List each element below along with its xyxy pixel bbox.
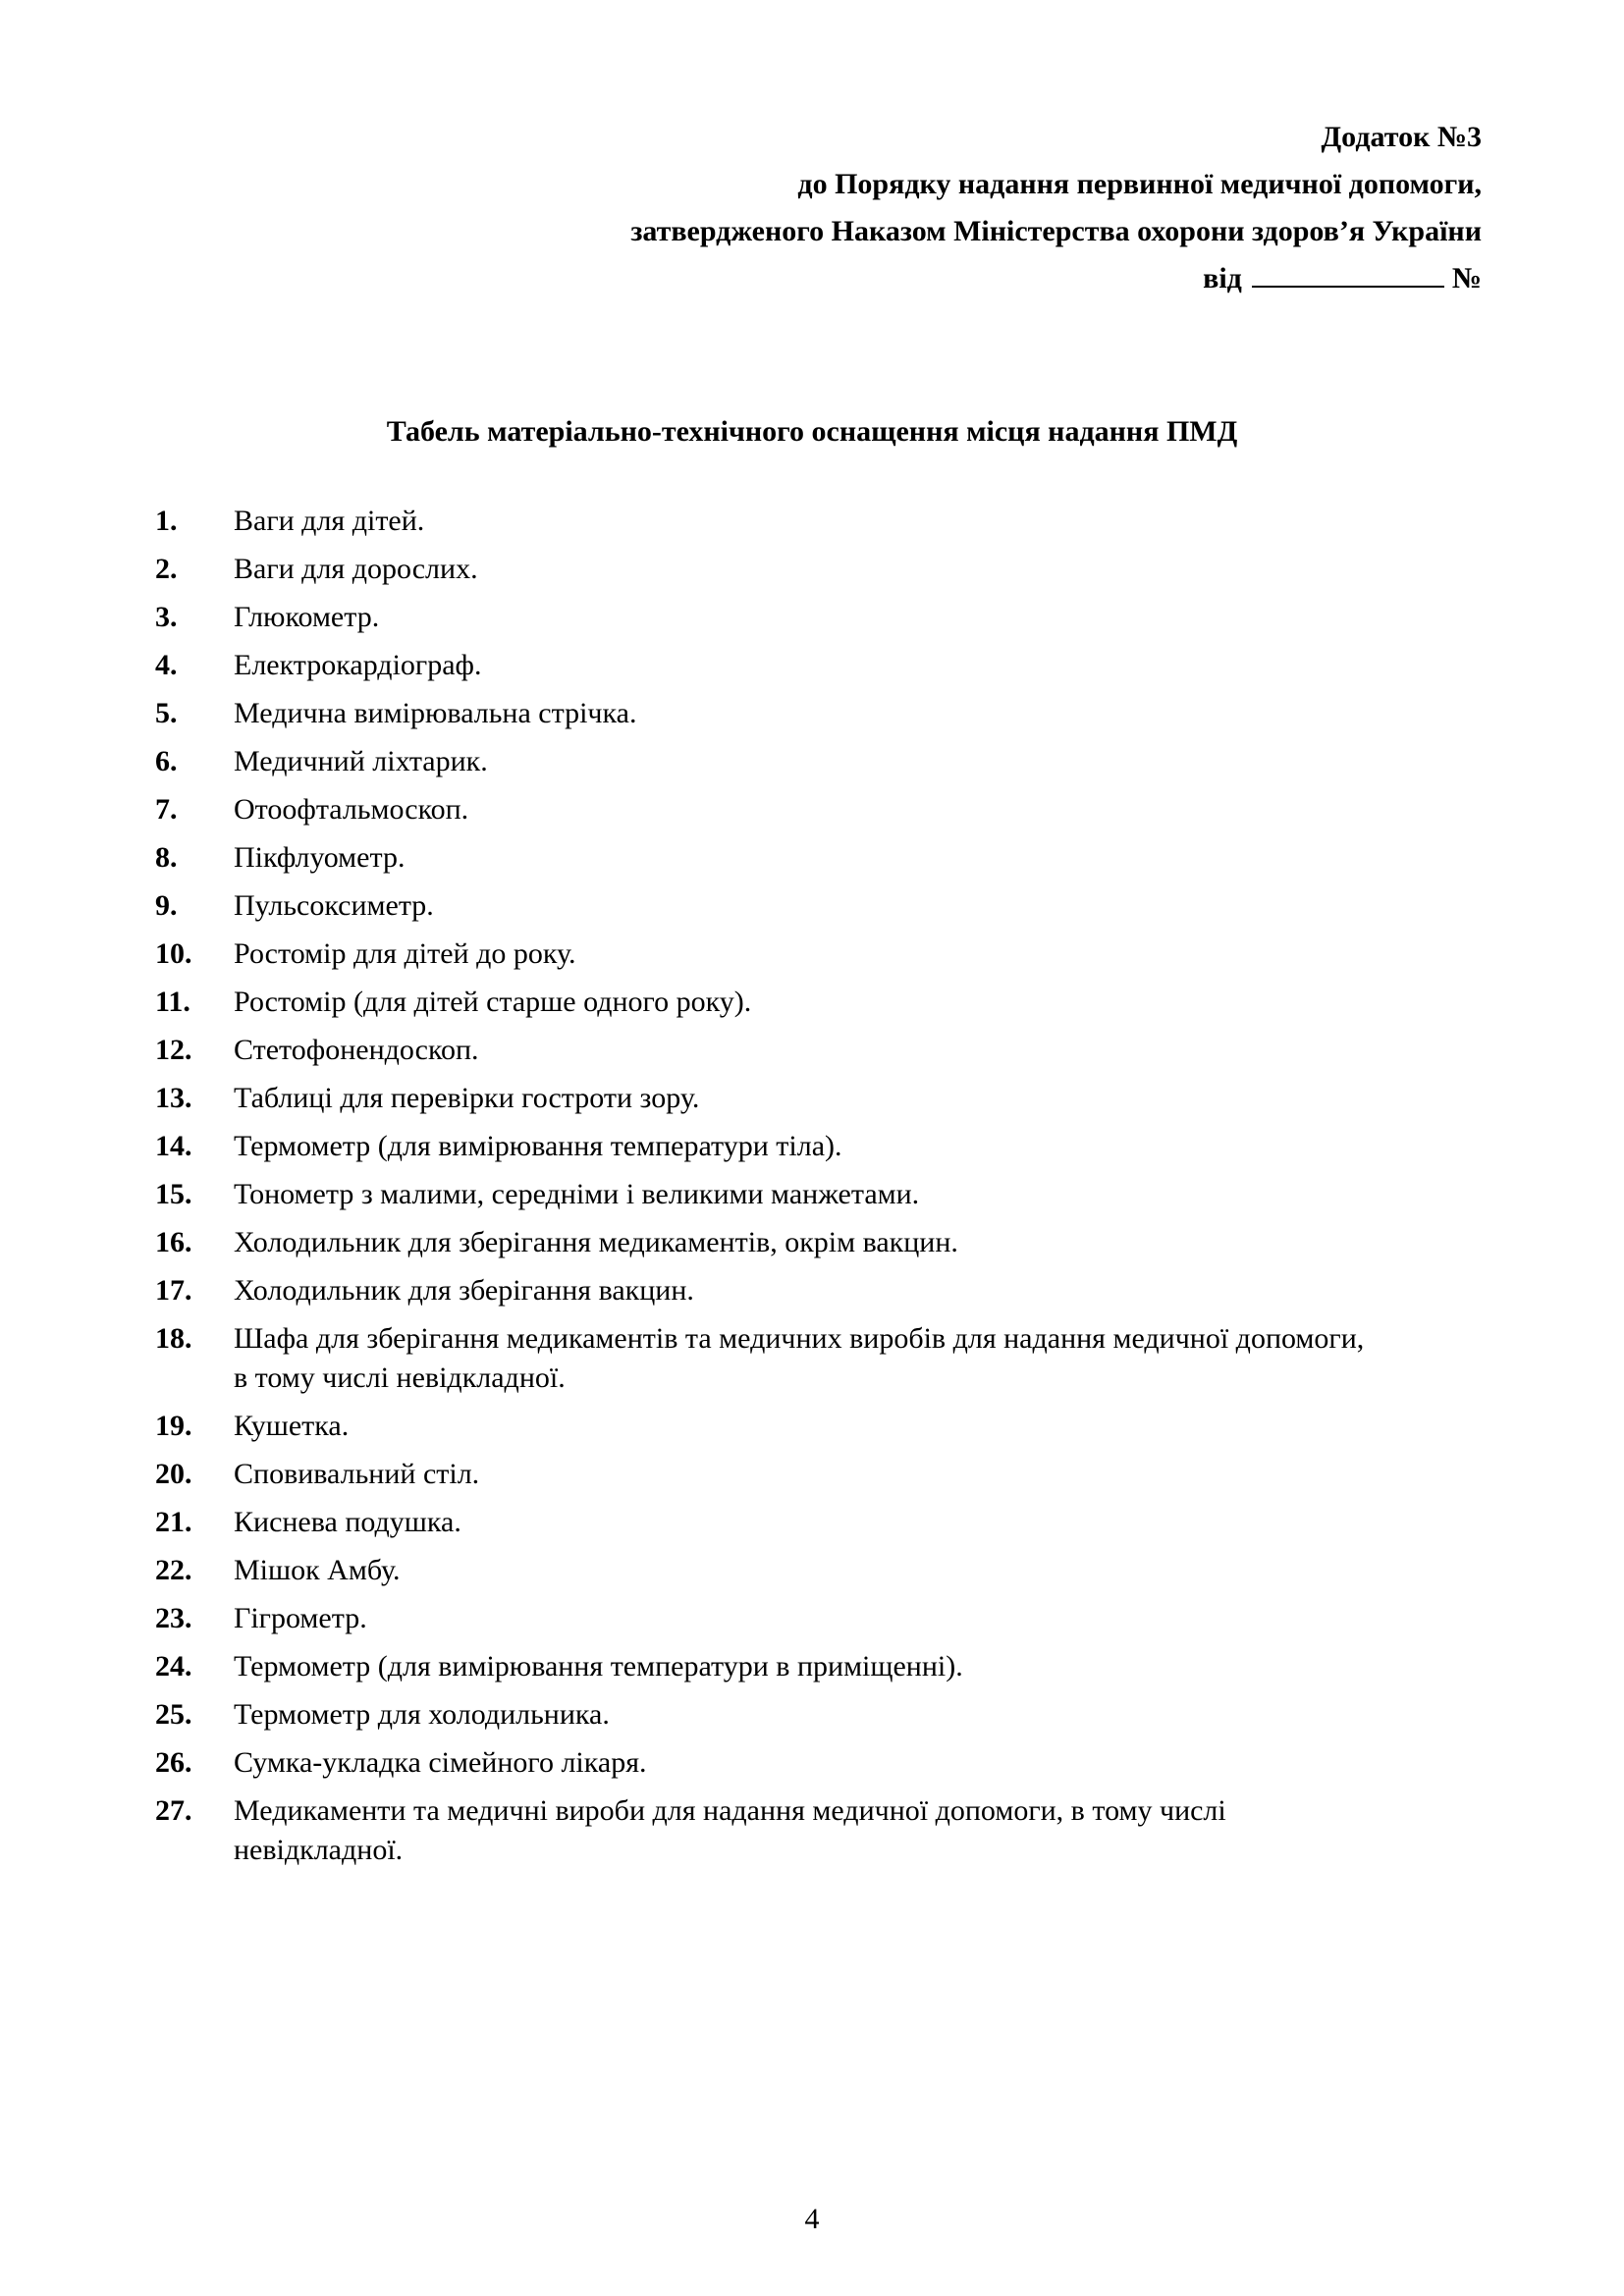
- item-number: 13.: [155, 1082, 192, 1114]
- item-number: 14.: [155, 1130, 192, 1162]
- list-item: [155, 1271, 1373, 1310]
- item-text: Термометр (для вимірювання температури в приміщенні).: [234, 1650, 963, 1682]
- item-number: 20.: [155, 1458, 192, 1490]
- item-text: Термометр (для вимірювання температури тіла).: [234, 1130, 842, 1162]
- item-text: Отоофтальмоскоп.: [234, 793, 469, 826]
- list-item: [155, 934, 1373, 974]
- item-text: Термометр для холодильника.: [234, 1698, 610, 1731]
- item-number: 9.: [155, 889, 178, 922]
- item-number: 5.: [155, 697, 178, 729]
- item-text: Сповивальний стіл.: [234, 1458, 480, 1490]
- item-number: 8.: [155, 841, 178, 874]
- item-text: Стетофонендоскоп.: [234, 1034, 479, 1066]
- list-item: [155, 790, 1373, 829]
- item-text: Киснева подушка.: [234, 1506, 461, 1538]
- item-text: Ваги для дітей.: [234, 505, 425, 537]
- item-text: Сумка-укладка сімейного лікаря.: [234, 1746, 647, 1779]
- item-text: Холодильник для зберігання вакцин.: [234, 1274, 694, 1307]
- item-text: Медикаменти та медичні вироби для надання медичної допомоги, в тому числі невідкладної.: [234, 1794, 1226, 1866]
- appendix-reference: до Порядку надання первинної медичної допомоги,: [797, 168, 1482, 200]
- item-number: 21.: [155, 1506, 192, 1538]
- date-number-line: [630, 255, 1482, 302]
- item-number: 10.: [155, 937, 192, 970]
- number-sign: №: [1451, 262, 1482, 294]
- list-item: [155, 1551, 1373, 1590]
- item-number: 3.: [155, 601, 178, 633]
- item-text: Таблиці для перевірки гостроти зору.: [234, 1082, 700, 1114]
- item-number: 2.: [155, 553, 178, 585]
- item-text: Глюкометр.: [234, 601, 380, 633]
- item-number: 16.: [155, 1226, 192, 1258]
- list-item: [155, 983, 1373, 1022]
- list-item: [155, 1223, 1373, 1262]
- item-text: Шафа для зберігання медикаментів та медичних виробів для надання медичної допомоги, в тому числі невідкладної.: [234, 1322, 1365, 1394]
- list-item: [155, 1319, 1373, 1398]
- list-item: [155, 1175, 1373, 1214]
- item-text: Пікфлуометр.: [234, 841, 406, 874]
- date-prefix: від: [1203, 262, 1242, 294]
- item-number: 6.: [155, 745, 178, 777]
- list-item: [155, 694, 1373, 733]
- list-item: [155, 1407, 1373, 1446]
- item-text: Пульсоксиметр.: [234, 889, 434, 922]
- item-text: Мішок Амбу.: [234, 1554, 401, 1586]
- item-text: Тонометр з малими, середніми і великими манжетами.: [234, 1178, 920, 1210]
- item-text: Ростомір (для дітей старше одного року).: [234, 986, 752, 1018]
- item-number: 25.: [155, 1698, 192, 1731]
- list-item: [155, 1647, 1373, 1686]
- item-number: 7.: [155, 793, 178, 826]
- item-number: 15.: [155, 1178, 192, 1210]
- list-item: [155, 1791, 1373, 1870]
- list-item: [155, 1503, 1373, 1542]
- item-number: 26.: [155, 1746, 192, 1779]
- list-item: [155, 502, 1373, 541]
- list-item: [155, 550, 1373, 589]
- item-number: 17.: [155, 1274, 192, 1307]
- list-item: [155, 1031, 1373, 1070]
- item-text: Кушетка.: [234, 1410, 350, 1442]
- item-number: 19.: [155, 1410, 192, 1442]
- list-item: [155, 598, 1373, 637]
- item-number: 27.: [155, 1794, 192, 1827]
- list-item: [155, 1599, 1373, 1638]
- list-item: [155, 886, 1373, 926]
- item-number: 23.: [155, 1602, 192, 1634]
- item-text: Гігрометр.: [234, 1602, 367, 1634]
- appendix-label: Додаток №3: [1321, 121, 1482, 153]
- document-header: [630, 114, 1482, 302]
- page-number: 4: [804, 2203, 820, 2235]
- document-title: Табель матеріально-технічного оснащення місця надання ПМД: [386, 415, 1238, 448]
- list-item: [155, 1743, 1373, 1783]
- item-text: Медичний ліхтарик.: [234, 745, 488, 777]
- item-number: 12.: [155, 1034, 192, 1066]
- item-number: 11.: [155, 986, 190, 1018]
- item-text: Медична вимірювальна стрічка.: [234, 697, 637, 729]
- list-item: [155, 838, 1373, 878]
- list-item: [155, 1079, 1373, 1118]
- item-number: 24.: [155, 1650, 192, 1682]
- item-text: Електрокардіограф.: [234, 649, 482, 681]
- item-text: Ростомір для дітей до року.: [234, 937, 576, 970]
- item-number: 18.: [155, 1322, 192, 1355]
- item-text: Холодильник для зберігання медикаментів, окрім вакцин.: [234, 1226, 958, 1258]
- date-blank-field: [1252, 262, 1444, 288]
- item-number: 4.: [155, 649, 178, 681]
- list-item: [155, 646, 1373, 685]
- equipment-list: [155, 502, 1373, 1879]
- list-item: [155, 1695, 1373, 1735]
- item-text: Ваги для дорослих.: [234, 553, 478, 585]
- item-number: 1.: [155, 505, 178, 537]
- list-item: [155, 1127, 1373, 1166]
- item-number: 22.: [155, 1554, 192, 1586]
- list-item: [155, 1455, 1373, 1494]
- approval-line: затвердженого Наказом Міністерства охорони здоров’я України: [630, 215, 1482, 247]
- list-item: [155, 742, 1373, 781]
